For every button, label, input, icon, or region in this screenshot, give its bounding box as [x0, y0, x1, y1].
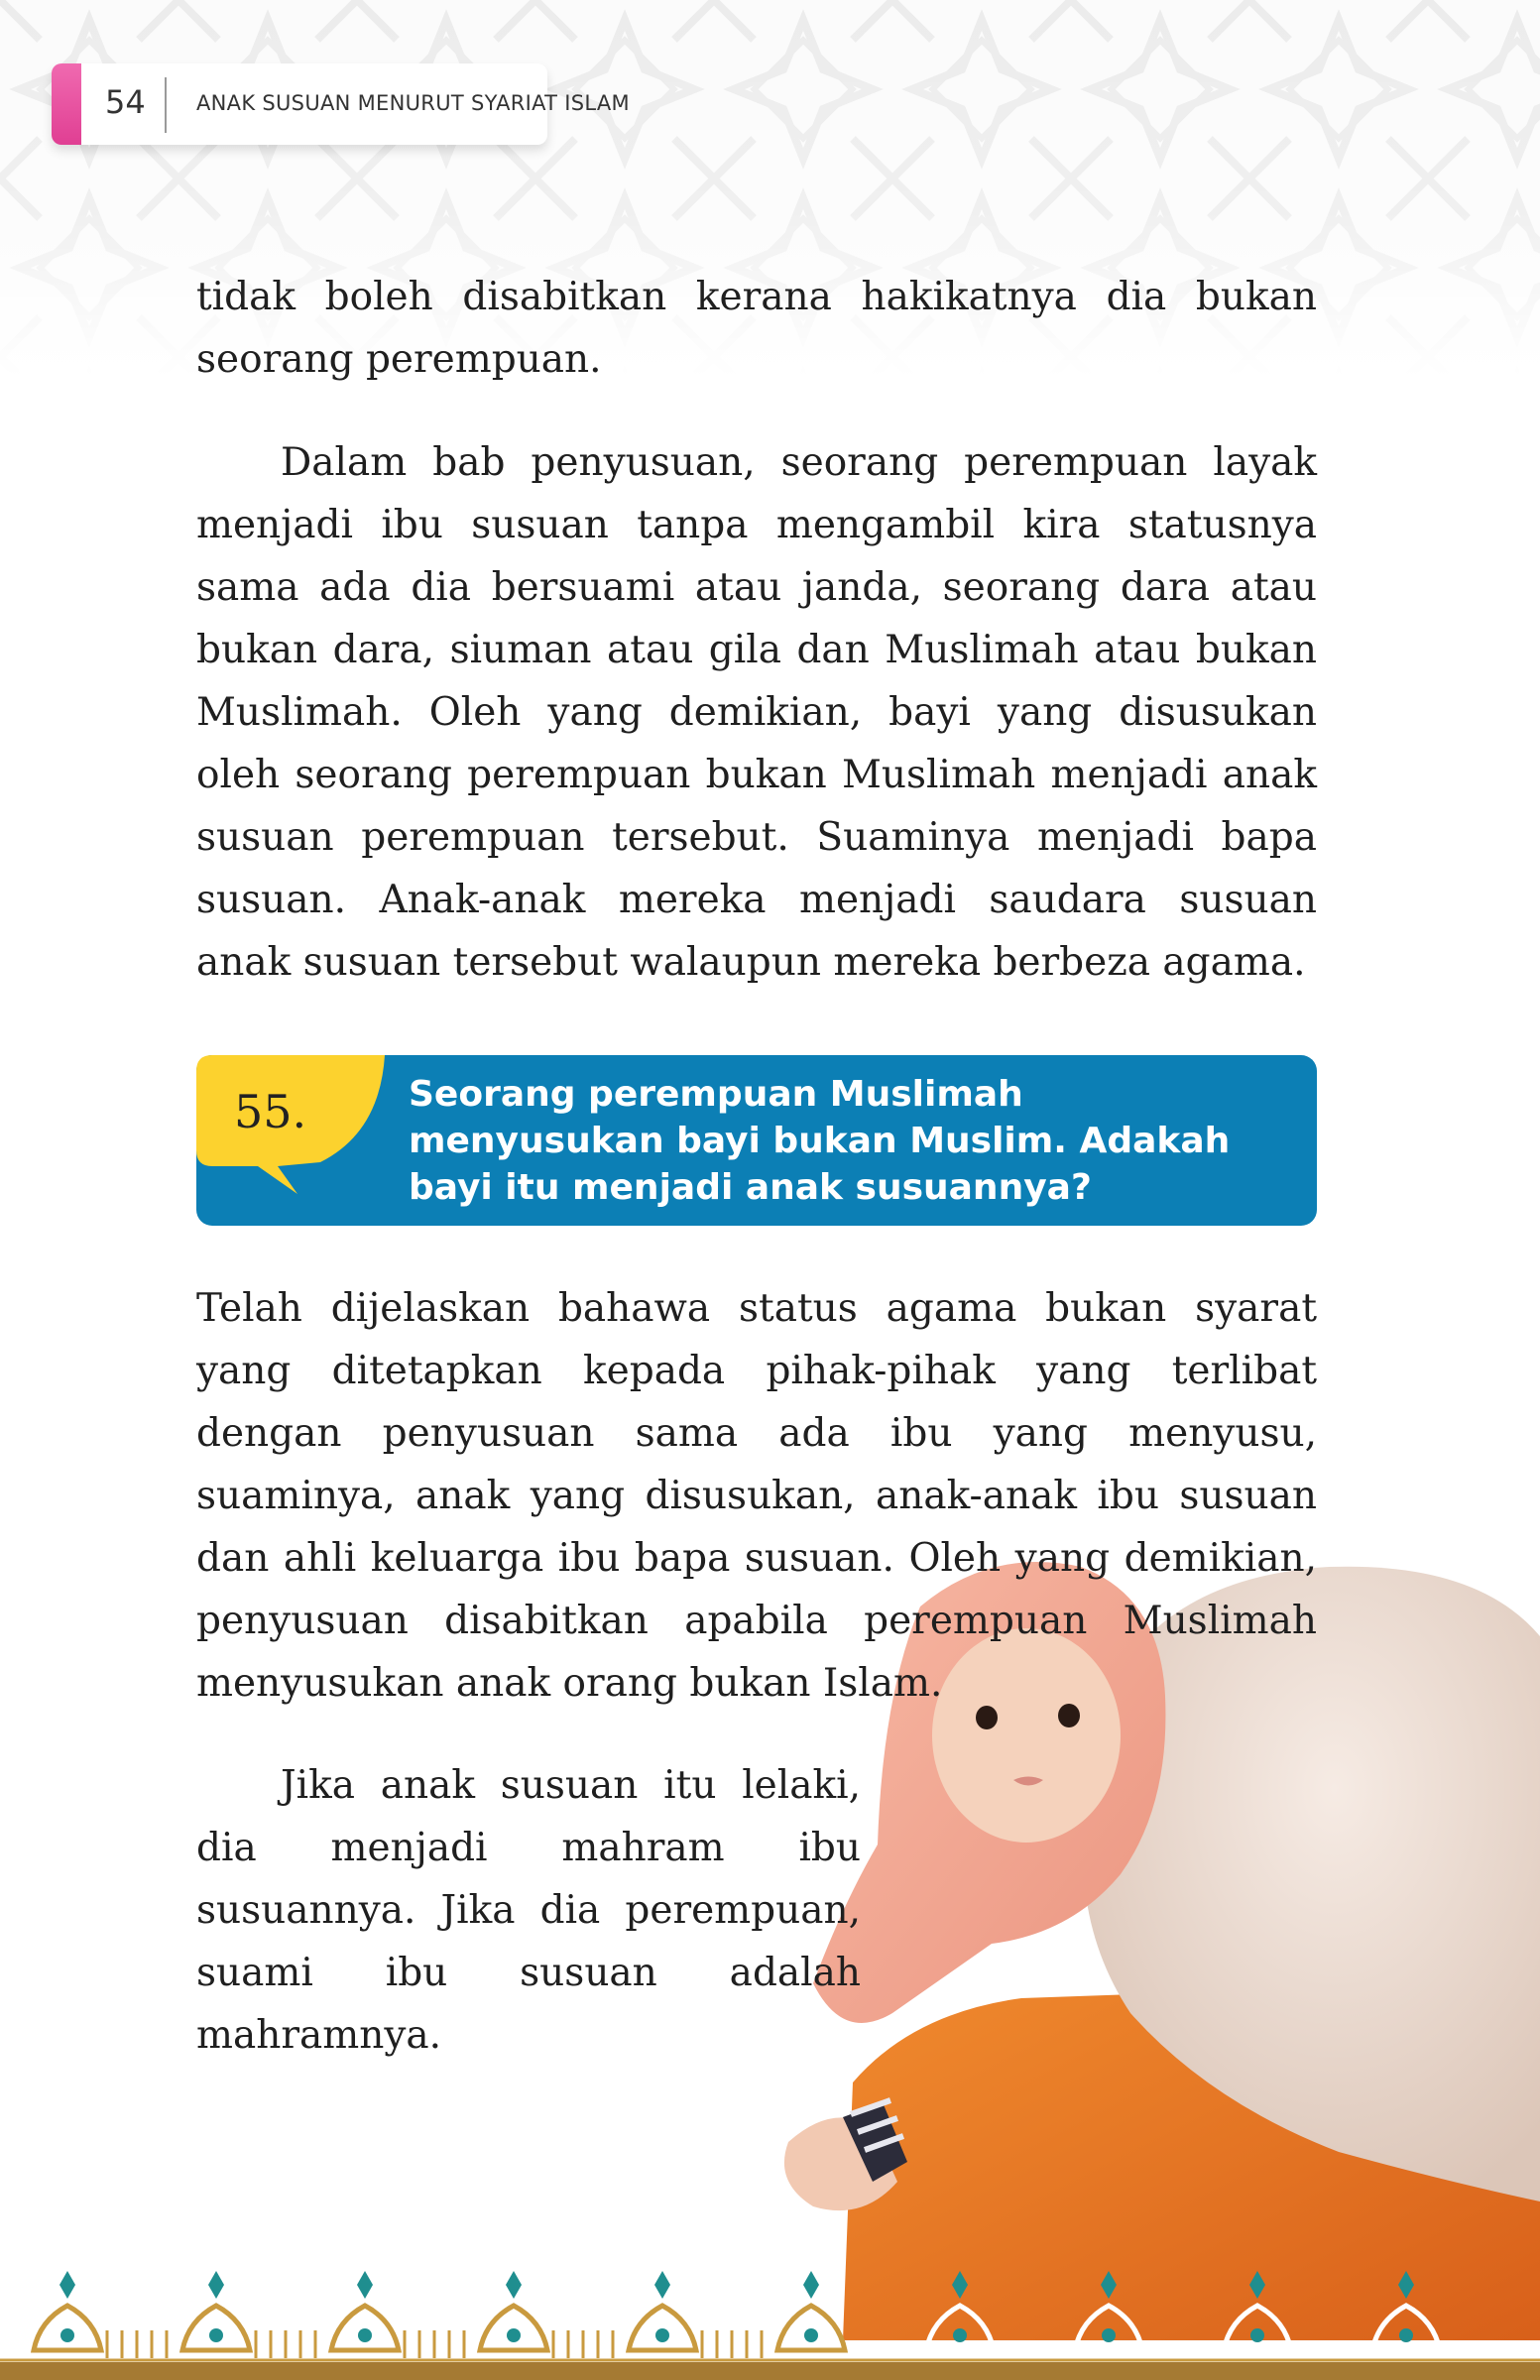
question-text: Seorang perempuan Muslimah menyusukan bayi bukan Muslim. Adakah bayi itu menjadi anak susuannya? [409, 1074, 1231, 1208]
question-number: 55. [234, 1085, 307, 1138]
paragraph-2: Dalam bab penyusuan, seorang perempuan layak menjadi ibu susuan tanpa mengambil kira statusnya sama ada dia bersuami atau janda, seorang dara atau bukan dara, siuman atau gila dan Muslimah atau bukan Muslimah. Oleh yang demikian, bayi yang disusukan oleh seorang perempuan bukan Muslimah menjadi anak susuan perempuan tersebut. Suaminya menjadi bapa susuan. Anak-anak mereka menjadi saudara susuan anak susuan tersebut walaupun mereka berbeza agama. [196, 440, 1317, 985]
paragraph-1: tidak boleh disabitkan kerana hakikatnya dia bukan seorang perempuan. [196, 275, 1317, 382]
header-accent-bar [52, 63, 81, 145]
ornamental-border [0, 2251, 1540, 2380]
paragraph-4: Jika anak susuan itu lelaki, dia menjadi mahram ibu susuannya. Jika dia perempuan, suami ibu susuan adalah mahramnya. [196, 1763, 861, 2058]
page-number: 54 [105, 83, 146, 121]
paragraph-3: Telah dijelaskan bahawa status agama bukan syarat yang ditetapkan kepada pihak-pihak yang terlibat dengan penyusuan sama ada ibu yang menyusu, suaminya, anak yang disusukan, anak-anak ibu susuan dan ahli keluarga ibu bapa susuan. Oleh yang demikian, penyusuan disabitkan apabila perempuan Muslimah menyusukan anak orang bukan Islam. [196, 1286, 1317, 1706]
running-title: ANAK SUSUAN MENURUT SYARIAT ISLAM [196, 91, 630, 115]
header-divider [165, 77, 167, 133]
question-box [196, 1055, 1317, 1226]
